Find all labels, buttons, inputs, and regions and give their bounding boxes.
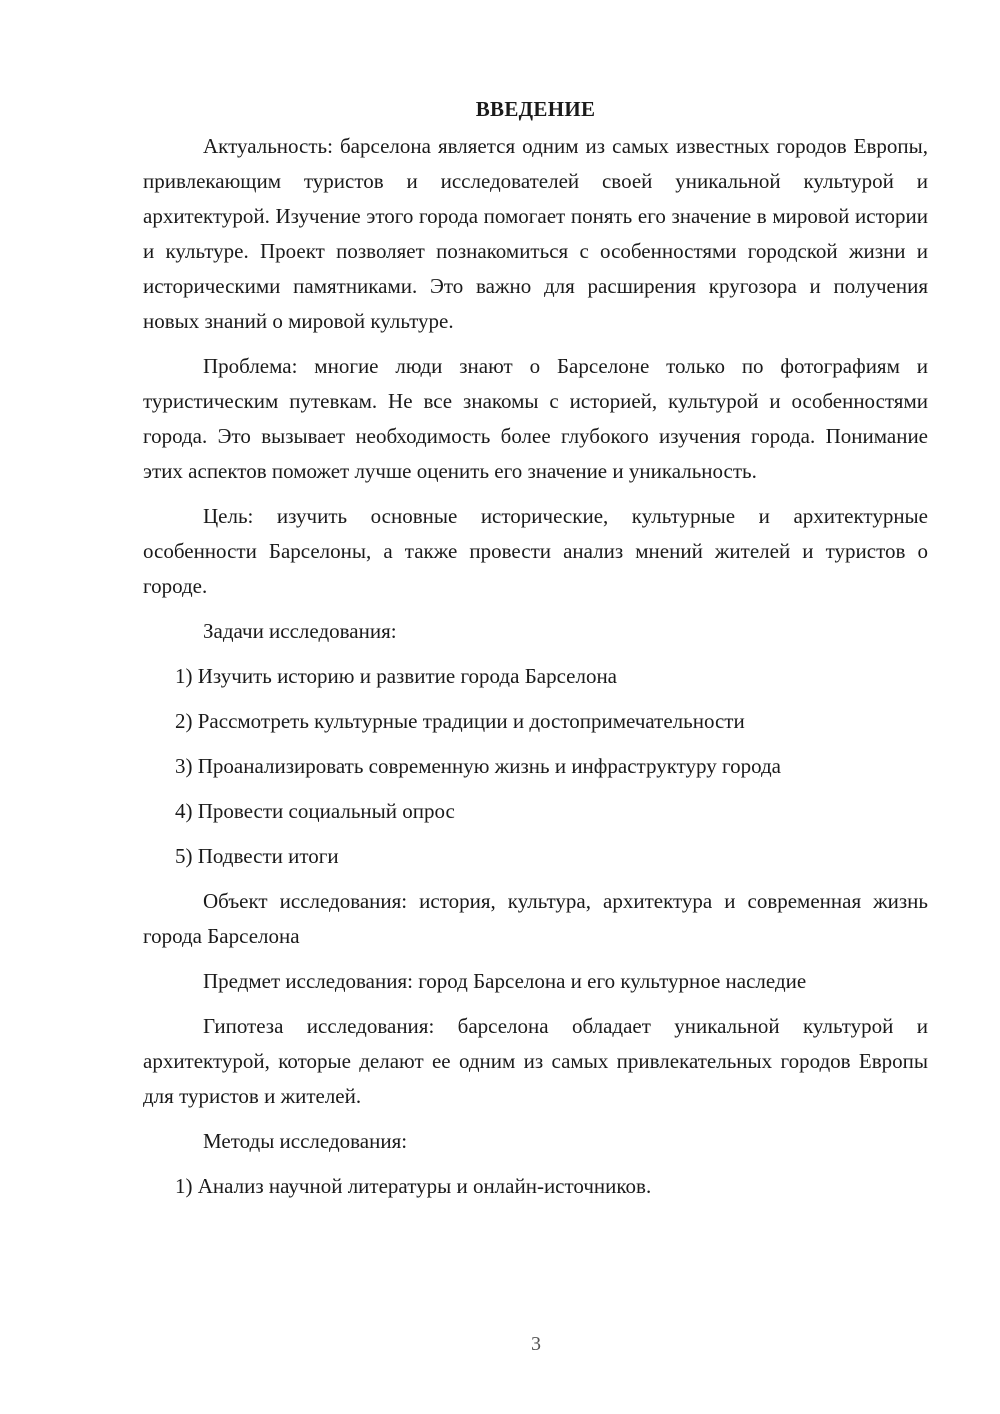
tasks-heading: Задачи исследования: <box>203 619 397 643</box>
task-item: 5) Подвести итоги <box>175 844 339 868</box>
task-item: 4) Провести социальный опрос <box>175 799 455 823</box>
task-item: 1) Изучить историю и развитие города Барселона <box>175 664 618 688</box>
task-item: 2) Рассмотреть культурные традиции и достопримечательности <box>175 709 745 733</box>
document-page <box>143 92 928 1214</box>
problem-paragraph: Проблема: многие люди знают о Барселоне только по фотографиям и туристическим путевкам. Не все знакомы с историей, культурой и особенностями города. Это вызывает необходимость более глубокого изучения города. Понимание этих аспектов поможет лучше оценить его значение и уникальность. <box>143 354 928 483</box>
relevance-paragraph: Актуальность: барселона является одним из самых известных городов Европы, привлекающим туристов и исследователей своей уникальной культурой и архитектурой. Изучение этого города помогает понять его значение в мировой истории и культуре. Проект позволяет познакомиться с особенностями городской жизни и историческими памятниками. Это важно для расширения кругозора и получения новых знаний о мировой культуре. <box>143 134 928 333</box>
methods-heading: Методы исследования: <box>203 1129 408 1153</box>
goal-paragraph: Цель: изучить основные исторические, культурные и архитектурные особенности Барселоны, а также провести анализ мнений жителей и туристов о городе. <box>143 504 928 598</box>
page-title: ВВЕДЕНИЕ <box>475 97 596 121</box>
subject-paragraph: Предмет исследования: город Барселона и его культурное наследие <box>203 969 807 993</box>
object-paragraph: Объект исследования: история, культура, архитектура и современная жизнь города Барселона <box>143 889 928 948</box>
task-item: 3) Проанализировать современную жизнь и инфраструктуру города <box>175 754 781 778</box>
hypothesis-paragraph: Гипотеза исследования: барселона обладает уникальной культурой и архитектурой, которые делают ее одним из самых привлекательных городов Европы для туристов и жителей. <box>143 1014 928 1108</box>
page-number: 3 <box>531 1333 541 1355</box>
method-item: 1) Анализ научной литературы и онлайн-источников. <box>175 1174 652 1198</box>
